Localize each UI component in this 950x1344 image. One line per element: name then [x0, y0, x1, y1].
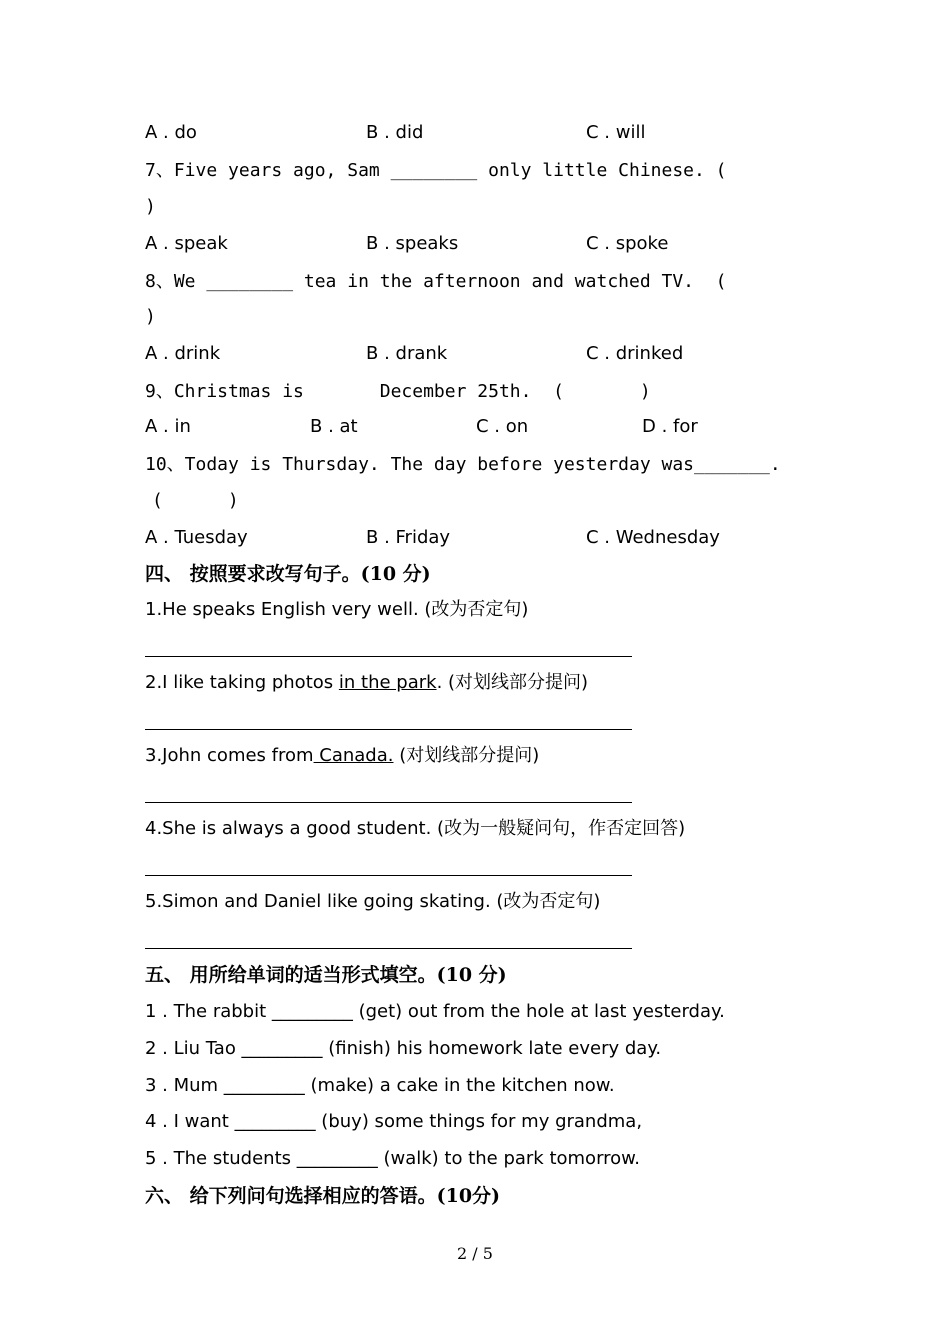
- fill-item-2: 2 . Liu Tao _________ (finish) his homework late every day.: [145, 1038, 662, 1059]
- q7-paren-close: ): [145, 196, 156, 217]
- rewrite-item-2-text: 2.I like taking photos: [145, 672, 339, 693]
- section-5-title: 五、 用所给单词的适当形式填空。(10 分): [145, 964, 507, 986]
- q9-option-c: C . on: [476, 416, 529, 437]
- rewrite-item-3: [145, 744, 539, 768]
- q8-option-b: B . drank: [366, 343, 448, 364]
- q10-text: 10、Today is Thursday. The day before yesterday was_______.: [145, 454, 781, 475]
- q8-option-a: A . drink: [145, 343, 221, 364]
- q6-option-b: B . did: [366, 122, 424, 143]
- q10-option-a: A . Tuesday: [145, 527, 248, 548]
- fill-item-5: 5 . The students _________ (walk) to the park tomorrow.: [145, 1148, 640, 1169]
- rewrite-item-4: [145, 817, 685, 841]
- answer-line-4[interactable]: [145, 875, 632, 876]
- rewrite-item-3-text: 3.John comes from: [145, 745, 314, 766]
- fill-item-4: 4 . I want _________ (buy) some things for my grandma,: [145, 1111, 643, 1132]
- answer-line-3[interactable]: [145, 802, 632, 803]
- q7-option-c: C . spoke: [586, 233, 669, 254]
- section-4-title: 四、 按照要求改写句子。(10 分): [145, 563, 431, 585]
- rewrite-item-2-instruction: . (对划线部分提问): [436, 672, 589, 693]
- fill-item-1: 1 . The rabbit _________ (get) out from the hole at last yesterday.: [145, 1001, 725, 1022]
- page-number: 2 / 5: [457, 1244, 493, 1263]
- q8-paren-close: ): [145, 306, 156, 327]
- rewrite-item-3-instruction: (对划线部分提问): [393, 745, 540, 766]
- q9-option-d: D . for: [642, 416, 698, 437]
- q10-option-b: B . Friday: [366, 527, 451, 548]
- q7-option-b: B . speaks: [366, 233, 459, 254]
- q6-option-c: C . will: [586, 122, 646, 143]
- rewrite-item-1: [145, 598, 528, 622]
- rewrite-item-2-underlined: in the park: [338, 672, 437, 693]
- q7-option-a: A . speak: [145, 233, 228, 254]
- rewrite-item-5-text: 5.Simon and Daniel like going skating. (改为否定句): [145, 891, 601, 912]
- q7-text: 7、Five years ago, Sam ________ only little Chinese. (: [145, 160, 727, 181]
- rewrite-item-1-text: 1.He speaks English very well. (改为否定句): [145, 599, 529, 620]
- answer-line-1[interactable]: [145, 656, 632, 657]
- q9-option-b: B . at: [310, 416, 358, 437]
- section-6-title: 六、 给下列问句选择相应的答语。(10分): [145, 1185, 501, 1207]
- rewrite-item-4-text: 4.She is always a good student. (改为一般疑问句，作否定回答): [145, 818, 686, 839]
- rewrite-item-3-underlined: Canada.: [313, 745, 394, 766]
- q6-option-a: A . do: [145, 122, 197, 143]
- q9-option-a: A . in: [145, 416, 191, 437]
- q8-option-c: C . drinked: [586, 343, 684, 364]
- rewrite-item-2: [145, 671, 588, 695]
- fill-item-3: 3 . Mum _________ (make) a cake in the kitchen now.: [145, 1075, 615, 1096]
- q9-text: 9、Christmas is December 25th. ( ): [145, 381, 651, 402]
- q10-option-c: C . Wednesday: [586, 527, 720, 548]
- q8-text: 8、We ________ tea in the afternoon and watched TV. (: [145, 271, 727, 292]
- rewrite-item-5: [145, 890, 600, 914]
- answer-line-5[interactable]: [145, 948, 632, 949]
- q10-paren: ( ): [152, 490, 239, 511]
- answer-line-2[interactable]: [145, 729, 632, 730]
